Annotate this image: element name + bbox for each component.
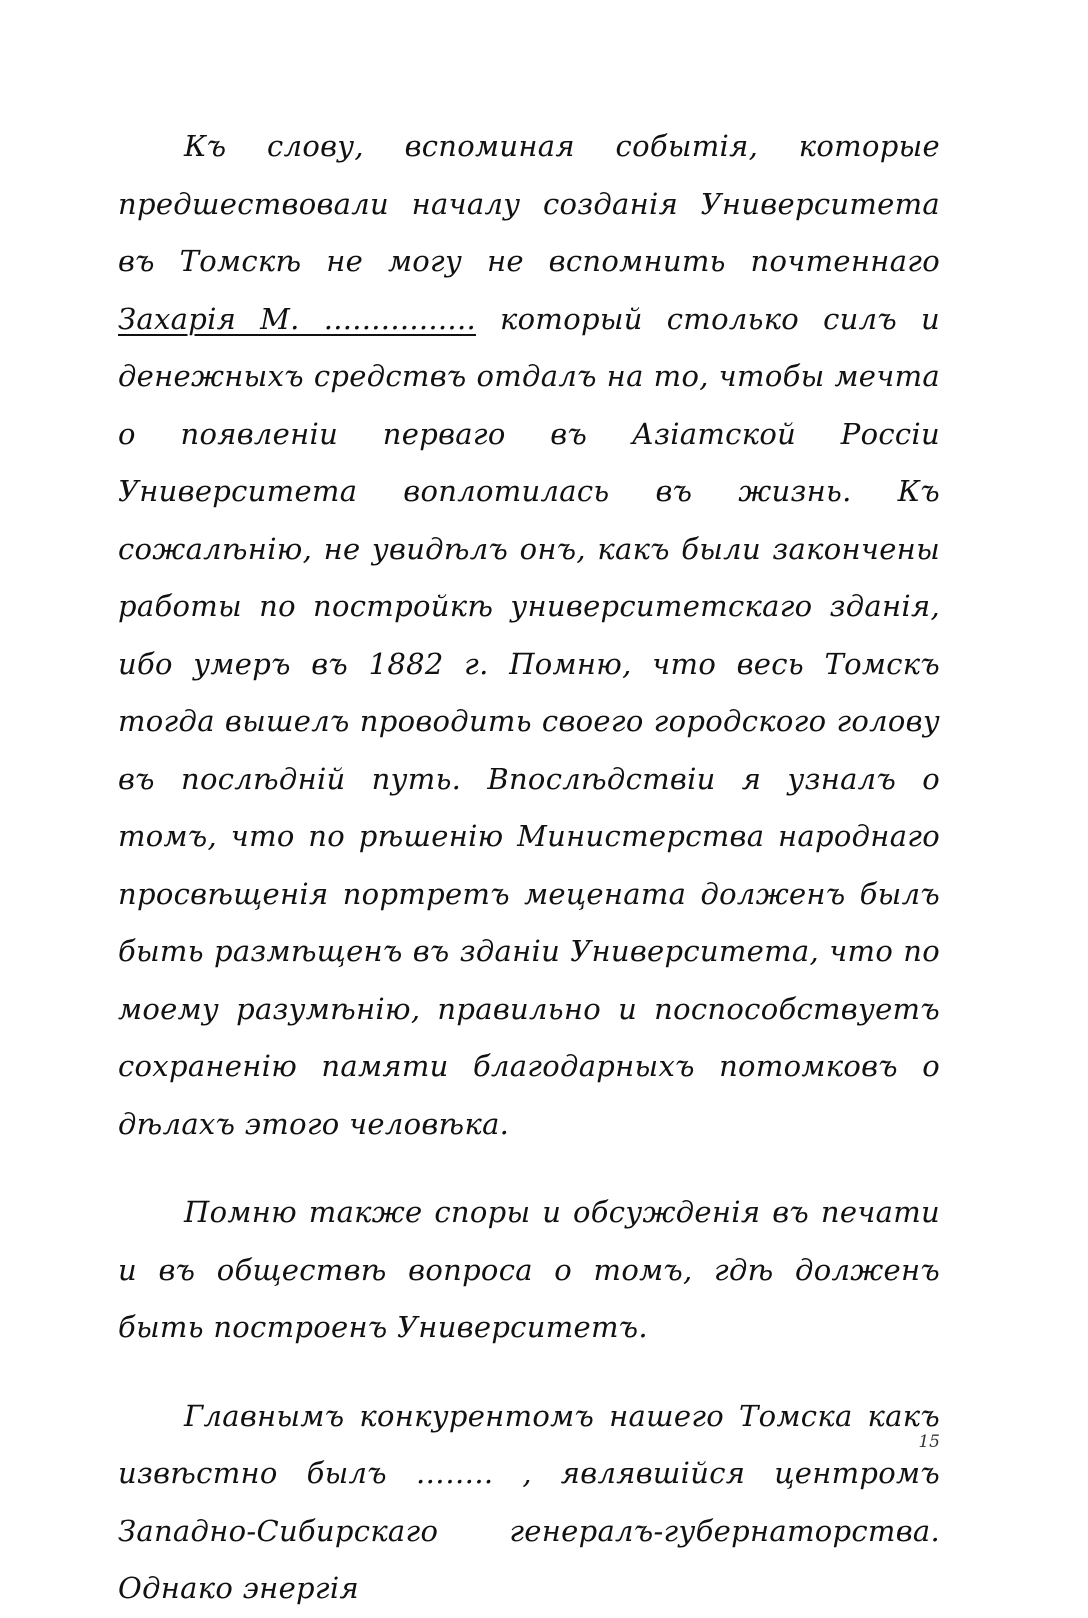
paragraph-1-text-before: Къ слову, вспоминая событія, которые предшествовали началу созданія Университета въ Томскѣ не могу не вспомнить почтеннаго — [118, 129, 940, 278]
page-number: 15 — [918, 1432, 940, 1452]
paragraph-3: Главнымъ конкурентомъ нашего Томска какъ извѣстно былъ …….. , являвшійся центромъ Западно-Сибирскаго генералъ-губернаторства. Однако энергія — [118, 1398, 940, 1605]
underlined-name: Захарія М. ................ — [118, 301, 476, 336]
paragraph-1-text-after: который столько силъ и денежныхъ средствъ отдалъ на то, чтобы мечта о появленіи перваго въ Азіатской Россіи Университета воплотилась въ жизнь. Къ сожалѣнію, не увидѣлъ онъ, какъ были закончены работы по постройкѣ университетскаго зданія, ибо умеръ въ 1882 г. Помню, что весь Томскъ тогда вышелъ проводить своего городского голову въ послѣдній путь. Впослѣдствіи я узналъ о томъ, что по рѣшенію Министерства народнаго просвѣщенія портретъ мецената долженъ былъ быть размѣщенъ въ зданіи Университета, что по моему разумѣнію, правильно и поспособствуетъ сохраненію памяти благодарныхъ потомковъ о дѣлахъ этого человѣка. — [118, 301, 940, 1141]
paragraph-2: Помню также споры и обсужденія въ печати и въ обществѣ вопроса о томъ, гдѣ долженъ быть построенъ Университетъ. — [118, 1195, 940, 1344]
paragraph-1 — [118, 118, 940, 1153]
body-text — [118, 118, 940, 1618]
